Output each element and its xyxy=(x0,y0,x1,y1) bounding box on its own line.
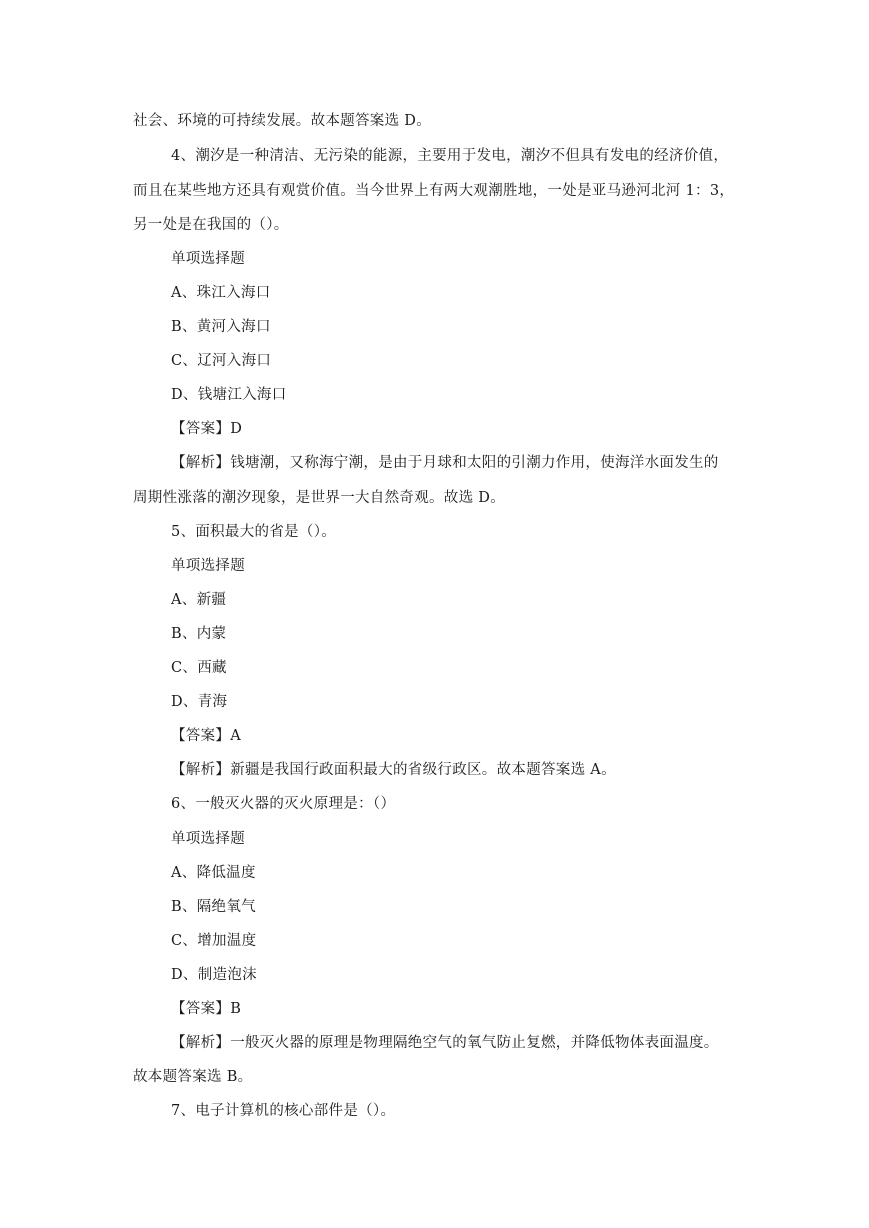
text-line: 故本题答案选 B。 xyxy=(133,1069,253,1085)
option-c: C、增加温度 xyxy=(171,933,257,949)
option-a: A、降低温度 xyxy=(171,865,256,881)
answer: 【答案】B xyxy=(171,1001,242,1017)
answer: 【答案】A xyxy=(171,728,241,744)
option-b: B、内蒙 xyxy=(171,626,227,642)
explanation: 【解析】一般灭火器的原理是物理隔绝空气的氧气防止复燃，并降低物体表面温度。 xyxy=(171,1035,719,1051)
option-b: B、隔绝氧气 xyxy=(171,899,256,915)
question-5-stem: 5、面积最大的省是（）。 xyxy=(171,524,337,540)
option-d: D、青海 xyxy=(171,694,228,710)
option-a: A、珠江入海口 xyxy=(171,285,271,301)
question-7-stem: 7、电子计算机的核心部件是（）。 xyxy=(171,1103,396,1119)
question-type: 单项选择题 xyxy=(171,558,245,574)
text-line: 另一处是在我国的（）。 xyxy=(133,217,289,233)
explanation: 【解析】新疆是我国行政面积最大的省级行政区。故本题答案选 A。 xyxy=(171,762,616,778)
option-c: C、辽河入海口 xyxy=(171,353,272,369)
option-c: C、西藏 xyxy=(171,660,227,676)
question-4-stem: 4、潮汐是一种清洁、无污染的能源，主要用于发电，潮汐不但具有发电的经济价值， xyxy=(171,148,729,164)
option-b: B、黄河入海口 xyxy=(171,319,271,335)
text-line: 而且在某些地方还具有观赏价值。当今世界上有两大观潮胜地，一处是亚马逊河北河 1：3， xyxy=(133,183,735,199)
question-type: 单项选择题 xyxy=(171,831,245,847)
text-line: 周期性涨落的潮汐现象，是世界一大自然奇观。故选 D。 xyxy=(133,490,506,506)
option-d: D、钱塘江入海口 xyxy=(171,387,287,403)
option-d: D、制造泡沫 xyxy=(171,967,257,983)
question-6-stem: 6、一般灭火器的灭火原理是：（） xyxy=(171,796,396,812)
explanation: 【解析】钱塘潮，又称海宁潮，是由于月球和太阳的引潮力作用，使海洋水面发生的 xyxy=(171,455,719,471)
question-type: 单项选择题 xyxy=(171,251,245,267)
option-a: A、新疆 xyxy=(171,592,227,608)
text-line: 社会、环境的可持续发展。故本题答案选 D。 xyxy=(133,113,432,129)
answer: 【答案】D xyxy=(171,421,243,437)
